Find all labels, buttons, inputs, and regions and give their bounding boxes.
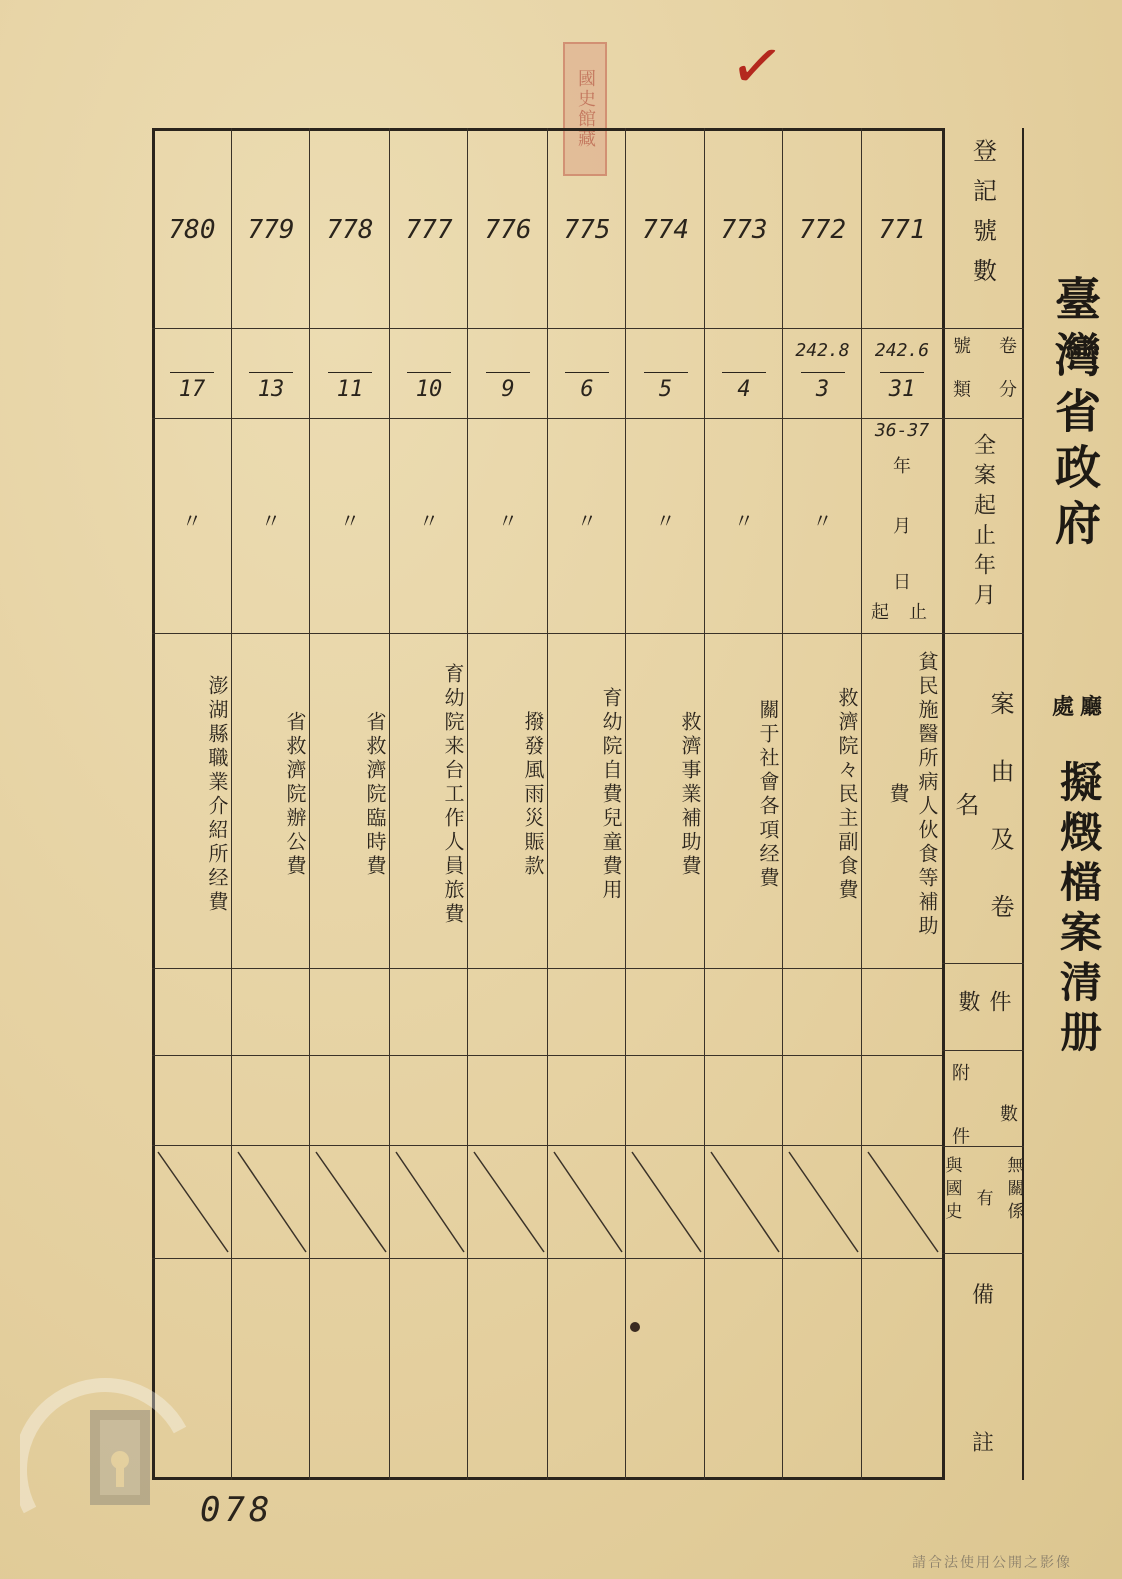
category-underline (801, 372, 845, 373)
category-number: 4 (737, 377, 751, 402)
document-title: 臺灣省政府 (1048, 275, 1102, 555)
case-name: 省救濟院臨時費 (363, 711, 387, 879)
registration-number: 774 (642, 215, 689, 245)
row-divider (152, 328, 942, 329)
category-number: 3 (815, 377, 830, 402)
period-ditto: 〃 (655, 509, 676, 533)
header-attachment: 附 件 數 (949, 1063, 1018, 1165)
category-number: 9 (501, 377, 515, 402)
registration-number: 773 (720, 215, 768, 245)
header-count: 件 數 (955, 990, 1011, 1026)
case-name: 貧民施醫所病人伙食等補助費 (886, 651, 939, 939)
date-day-label: 日 (893, 572, 911, 593)
date-month-label: 月 (893, 516, 911, 537)
category-underline (644, 372, 688, 373)
case-name: 育幼院来台工作人員旅費 (441, 663, 465, 927)
period-ditto: 〃 (577, 509, 597, 533)
category-underline (170, 372, 214, 373)
archive-logo-icon (20, 1370, 190, 1520)
registration-number: 771 (878, 215, 926, 245)
registration-number: 776 (484, 215, 532, 245)
case-name: 澎湖縣職業介紹所经費 (205, 675, 229, 915)
binding-hole (630, 1322, 640, 1332)
row-divider (152, 418, 942, 419)
case-name: 育幼院自費兒童費用 (599, 687, 623, 903)
case-name: 救濟事業補助費 (678, 711, 702, 879)
registration-number: 772 (799, 215, 846, 245)
header-case-name: 案 由 及 卷 名 (951, 690, 1014, 936)
header-relation: 與國史 有 無關係 (941, 1156, 1024, 1225)
header-remarks-bottom: 註 (971, 1431, 994, 1456)
page-number: 078 (200, 1490, 274, 1530)
period-ditto: 〃 (812, 509, 833, 533)
registration-number: 775 (563, 215, 611, 245)
category-underline (486, 372, 530, 373)
case-name: 省救濟院辦公費 (283, 711, 307, 879)
registration-number: 778 (326, 215, 374, 245)
category-code: 242.6 (874, 340, 930, 361)
date-start-label: 起 (871, 602, 889, 623)
category-number: 31 (888, 377, 916, 402)
header-remarks-top: 備 (971, 1283, 994, 1308)
case-name: 救濟院々民主副食費 (835, 687, 859, 903)
category-number: 11 (336, 377, 364, 402)
category-number: 5 (658, 377, 673, 402)
category-underline (722, 372, 766, 373)
category-underline (249, 372, 293, 373)
row-divider (152, 633, 942, 634)
row-divider (152, 1145, 942, 1146)
category-number: 17 (178, 377, 206, 402)
category-underline (565, 372, 609, 373)
case-name: 撥發風雨災賑款 (521, 711, 545, 879)
case-name: 關于社會各項经費 (756, 699, 780, 891)
date-range-value: 36-37 (874, 420, 930, 441)
category-underline (880, 372, 924, 373)
period-ditto: 〃 (182, 509, 202, 533)
dept-bottom: 處 (1052, 694, 1075, 720)
header-reg-no: 登記號數 (968, 138, 997, 298)
registration-number: 779 (247, 215, 295, 245)
category-number: 13 (257, 377, 285, 402)
row-divider (152, 1055, 942, 1056)
registration-number: 780 (168, 215, 216, 245)
header-period: 全案起止年月 (970, 433, 996, 613)
row-divider (152, 1258, 942, 1259)
registration-number: 777 (405, 215, 453, 245)
row-divider (152, 968, 942, 969)
period-ditto: 〃 (261, 509, 281, 533)
date-year-label: 年 (893, 456, 911, 477)
check-mark-icon: ✓ (725, 26, 789, 108)
header-category: 號 類 卷 分 (950, 336, 1017, 408)
category-underline (328, 372, 372, 373)
archive-stamp: 國史館藏 (563, 42, 607, 176)
period-ditto: 〃 (498, 509, 518, 533)
watermark-text: 請合法使用公開之影像 (912, 1555, 1072, 1571)
category-code: 242.8 (795, 340, 850, 361)
table-header-column (942, 128, 1024, 1480)
category-underline (407, 372, 451, 373)
dept-top: 廳 (1080, 694, 1103, 720)
period-ditto: 〃 (340, 509, 360, 533)
period-ditto: 〃 (734, 509, 754, 533)
date-end-label: 止 (909, 602, 927, 623)
category-number: 6 (580, 377, 594, 402)
document-subtitle: 擬燬檔案清册 (1054, 760, 1103, 1060)
department-label (1050, 690, 1110, 750)
period-ditto: 〃 (419, 509, 439, 533)
category-number: 10 (415, 377, 443, 402)
